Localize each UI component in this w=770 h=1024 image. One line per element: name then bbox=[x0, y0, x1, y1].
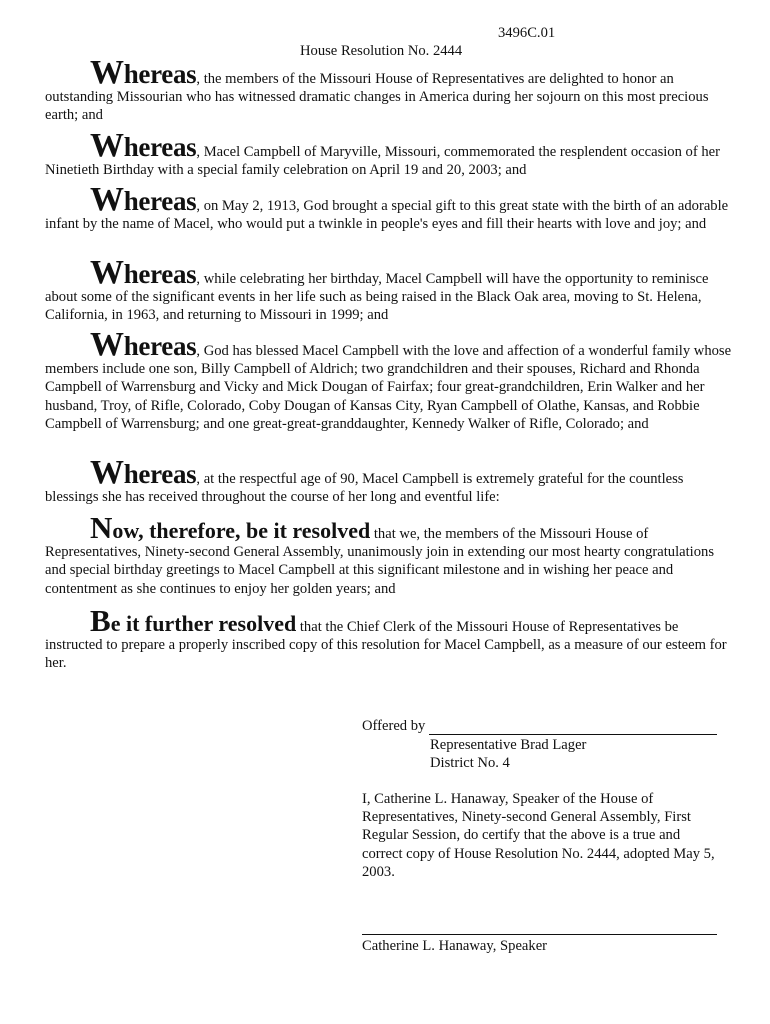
further-resolved-keyword: Be it further resolved bbox=[90, 603, 297, 638]
whereas-paragraph-4 bbox=[45, 254, 735, 325]
paragraph-text: , on May 2, 1913, God brought a special gift to this great state with the birth of an adorable infant by the name of Macel, who would put a twinkle in people's eyes and fill their hearts with love and joy; and bbox=[45, 198, 729, 233]
paragraph-text: that the Chief Clerk of the Missouri House of Representatives be instructed to prepare a properly inscribed copy of this resolution for Macel Campbell, as a measure of our esteem for her. bbox=[45, 619, 727, 672]
whereas-paragraph-3 bbox=[45, 181, 735, 233]
resolved-keyword: Now, therefore, be it resolved bbox=[90, 510, 371, 545]
whereas-keyword: Whereas bbox=[90, 254, 197, 291]
offered-by-line bbox=[362, 717, 722, 735]
whereas-paragraph-6 bbox=[45, 454, 735, 506]
speaker-signature-line bbox=[362, 934, 717, 935]
district-number: District No. 4 bbox=[430, 755, 510, 771]
whereas-paragraph-2 bbox=[45, 127, 735, 179]
representative-name: Representative Brad Lager bbox=[430, 737, 587, 753]
document-number: 3496C.01 bbox=[498, 25, 556, 41]
paragraph-text: , while celebrating her birthday, Macel Campbell will have the opportunity to reminisce about some of the significant events in her life such as being raised in the Black Oak area, moving to St. Helena, California, in 1963, and returning to Missouri in 1999; and bbox=[45, 271, 709, 324]
whereas-paragraph-5 bbox=[45, 326, 735, 433]
speaker-name: Catherine L. Hanaway, Speaker bbox=[362, 938, 548, 954]
speaker-certification: I, Catherine L. Hanaway, Speaker of the House of Representatives, Ninety-second General Assembly, First Regular Session, do certify that the above is a true and correct copy of House Resolution No. 2444, adopted May 5, 2003. bbox=[362, 791, 715, 880]
resolved-paragraph bbox=[45, 510, 735, 598]
offered-by-label: Offered by bbox=[362, 718, 426, 734]
paragraph-text: , Macel Campbell of Maryville, Missouri, commemorated the resplendent occasion of her Ninetieth Birthday with a special family celebration on April 19 and 20, 2003; and bbox=[45, 144, 720, 179]
whereas-keyword: Whereas bbox=[90, 127, 197, 164]
further-resolved-paragraph bbox=[45, 603, 735, 673]
paragraph-text: , the members of the Missouri House of Representatives are delighted to honor an outstanding Missourian who has witnessed dramatic changes in America during her sojourn on this most precious earth; and bbox=[45, 71, 709, 124]
whereas-keyword: Whereas bbox=[90, 181, 197, 218]
whereas-paragraph-1 bbox=[45, 54, 735, 125]
paragraph-text: , God has blessed Macel Campbell with the love and affection of a wonderful family whose members include one son, Billy Campbell of Aldrich; two grandchildren and their spouses, Richard and Rhonda Campbell of Warrensburg and Vicky and Mick Dougan of Fairfax; four great-grandchildren, Erin Walker and her husband, Troy, of Rifle, Colorado, Coby Dougan of Kansas City, Ryan Campbell of Olathe, Kansas, and Robbie Campbell of Warrensburg; and one great-great-granddaughter, Kennedy Walker of Rifle, Colorado; and bbox=[45, 343, 732, 432]
paragraph-text: , at the respectful age of 90, Macel Campbell is extremely grateful for the countless blessings she has received throughout the course of her long and eventful life: bbox=[45, 471, 684, 506]
whereas-keyword: Whereas bbox=[90, 54, 197, 91]
whereas-keyword: Whereas bbox=[90, 454, 197, 491]
paragraph-text: that we, the members of the Missouri House of Representatives, Ninety-second General Assembly, unanimously join in extending our most hearty congratulations and special birthday greetings to Macel Campbell at this significant milestone and in wishing her peace and contentment as she continues to enjoy her golden years; and bbox=[45, 526, 715, 597]
resolution-title: House Resolution No. 2444 bbox=[300, 43, 463, 59]
whereas-keyword: Whereas bbox=[90, 326, 197, 363]
